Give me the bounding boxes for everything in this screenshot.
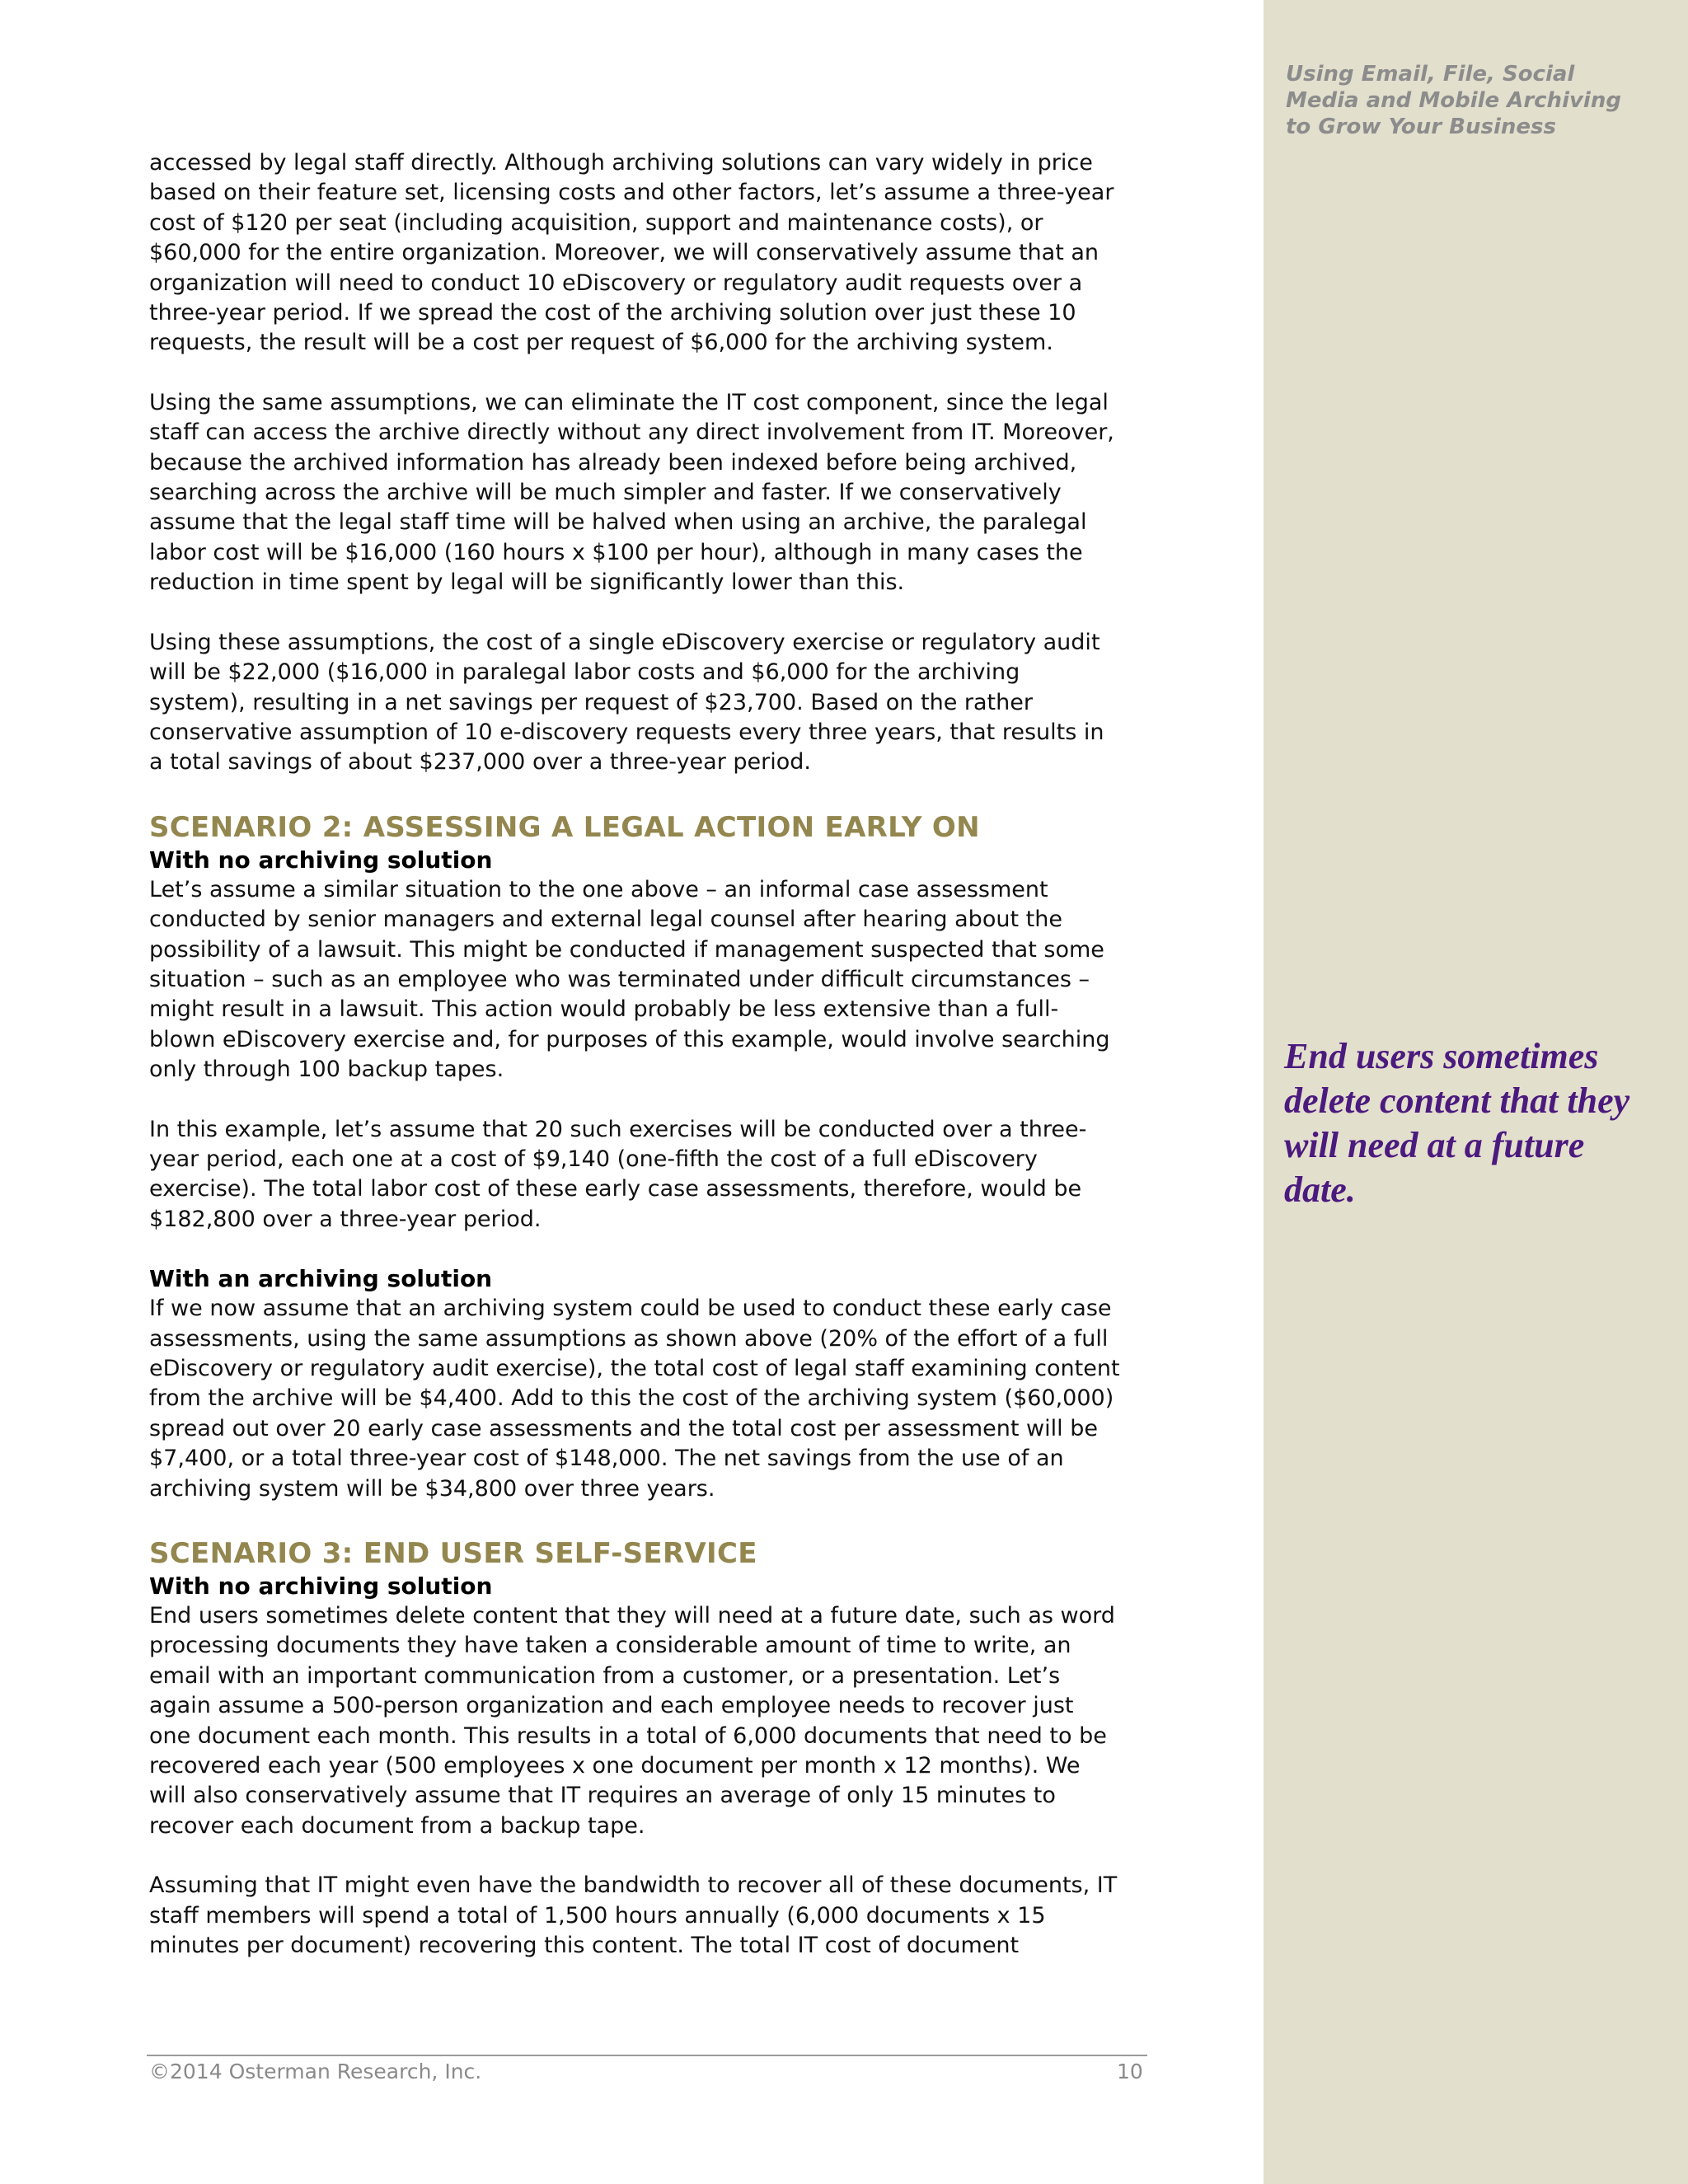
pull-quote: End users sometimes delete content that they will need at a future date. [1284, 1036, 1630, 1210]
section-heading-scenario-2: SCENARIO 2: ASSESSING A LEGAL ACTION EARLY ON [149, 810, 980, 844]
main-content [149, 148, 1122, 1991]
page-number: 10 [1117, 2060, 1143, 2083]
footer-divider [147, 2055, 1147, 2056]
body-paragraph: Assuming that IT might even have the bandwidth to recover all of these documents, IT staff members will spend a total of 1,500 hours annually (6,000 documents x 15 minutes per document) recovering this content. The total IT cost of document [149, 1872, 1118, 1959]
running-head: Using Email, File, Social Media and Mobile Archiving to Grow Your Business [1286, 62, 1621, 139]
body-paragraph: Using the same assumptions, we can eliminate the IT cost component, since the legal staff can access the archive directly without any direct involvement from IT. Moreover, because the archived information has already been indexed before being archived, searching across the archive will be much simpler and faster. If we conservatively assume that the legal staff time will be halved when using an archive, the paralegal labor cost will be $16,000 (160 hours x $100 per hour), although in many cases the reduction in time spent by legal will be significantly lower than this. [149, 389, 1114, 596]
subheading-no-archiving: With no archiving solution [149, 1572, 493, 1601]
body-paragraph: In this example, let’s assume that 20 such exercises will be conducted over a three-year period, each one at a cost of $9,140 (one-fifth the cost of a full eDiscovery exercise). The total labor cost of these early case assessments, therefore, would be $182,800 over a three-year period. [149, 1116, 1087, 1232]
section-heading-scenario-3: SCENARIO 3: END USER SELF-SERVICE [149, 1537, 757, 1571]
body-paragraph: End users sometimes delete content that they will need at a future date, such as word processing documents they have taken a considerable amount of time to write, an email with an important communication from a customer, or a presentation. Let’s again assume a 500-person organization and each employee needs to recover just one document each month. This results in a total of 6,000 documents that need to be recovered each year (500 employees x one document per month x 12 months). We will also conservatively assume that IT requires an average of only 15 minutes to recover each document from a backup tape. [149, 1603, 1115, 1839]
body-paragraph: Let’s assume a similar situation to the one above – an informal case assessment conducted by senior managers and external legal counsel after hearing about the possibility of a lawsuit. This might be conducted if management suspected that some situation – such as an employee who was terminated under difficult circumstances – might result in a lawsuit. This action would probably be less extensive than a full-blown eDiscovery exercise and, for purposes of this example, would involve searching only through 100 backup tapes. [149, 876, 1110, 1083]
subheading-no-archiving: With no archiving solution [149, 846, 493, 874]
subheading-with-archiving: With an archiving solution [149, 1265, 493, 1293]
footer-copyright: ©2014 Osterman Research, Inc. [149, 2060, 482, 2083]
body-paragraph: If we now assume that an archiving system could be used to conduct these early case assessments, using the same assumptions as shown above (20% of the effort of a full eDiscovery or regulatory audit exercise), the total cost of legal staff examining content from the archive will be $4,400. Add to this the cost of the archiving system ($60,000) spread out over 20 early case assessments and the total cost per assessment will be $7,400, or a total three-year cost of $148,000. The net savings from the use of an archiving system will be $34,800 over three years. [149, 1296, 1120, 1502]
body-paragraph: Using these assumptions, the cost of a single eDiscovery exercise or regulatory audit will be $22,000 ($16,000 in paralegal labor costs and $6,000 for the archiving system), resulting in a net savings per request of $23,700. Based on the rather conservative assumption of 10 e-discovery requests every three years, that results in a total savings of about $237,000 over a three-year period. [149, 629, 1104, 776]
body-paragraph: accessed by legal staff directly. Although archiving solutions can vary widely in price based on their feature set, licensing costs and other factors, let’s assume a three-year cost of $120 per seat (including acquisition, support and maintenance costs), or $60,000 for the entire organization. Moreover, we will conservatively assume that an organization will need to conduct 10 eDiscovery or regulatory audit requests over a three-year period. If we spread the cost of the archiving solution over just these 10 requests, the result will be a cost per request of $6,000 for the archiving system. [149, 150, 1114, 356]
